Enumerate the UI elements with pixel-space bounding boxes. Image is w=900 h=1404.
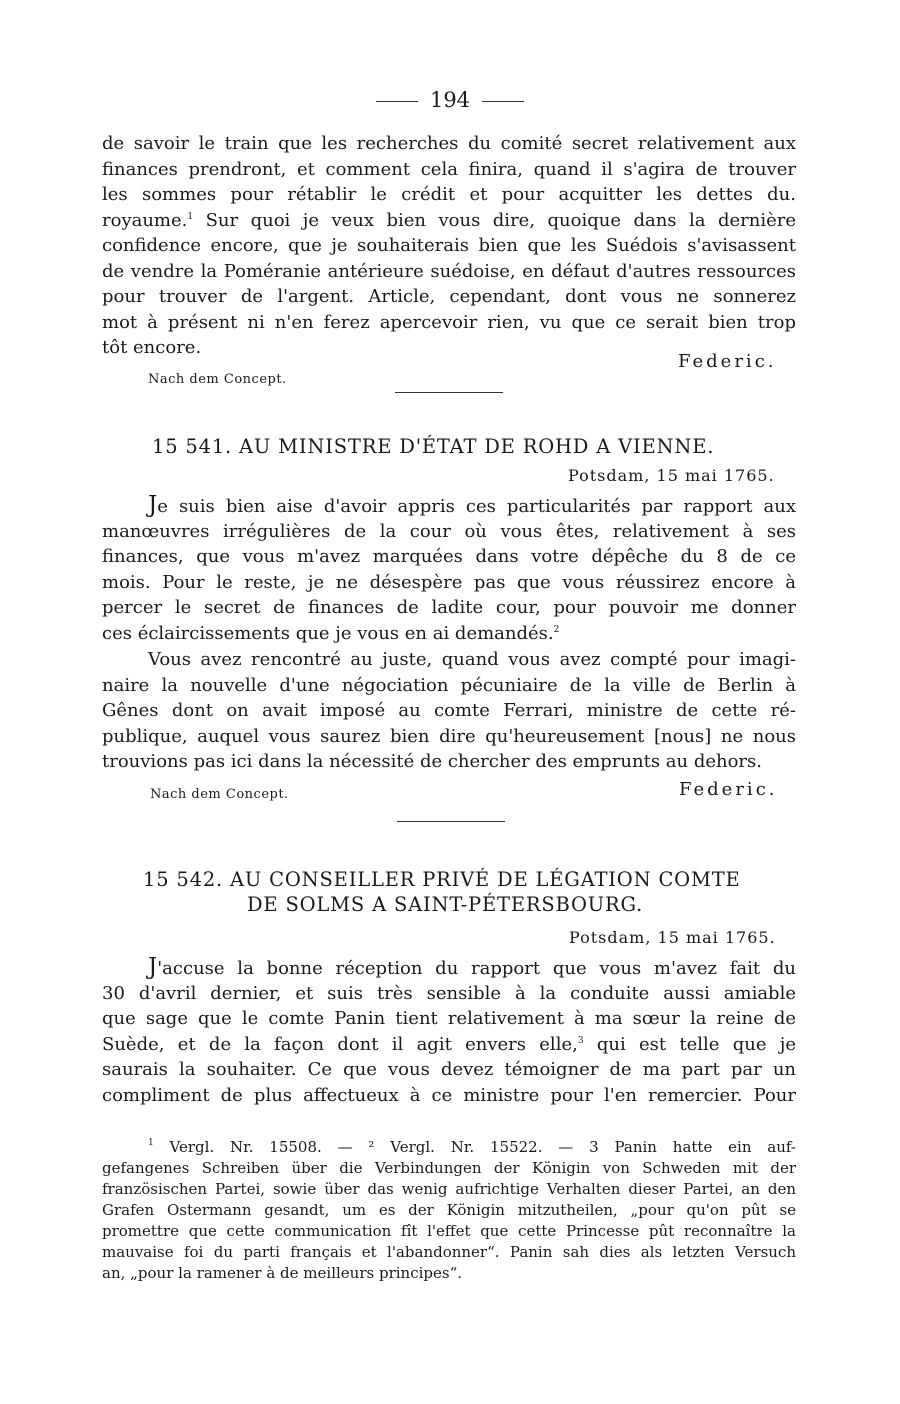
section-divider (395, 392, 503, 393)
footnote-line: Grafen Ostermann gesandt, um es der Königin mitzutheilen, „pour qu'on pût se (102, 1201, 796, 1219)
text-line: tôt encore. (102, 337, 202, 358)
place-date: Potsdam, 15 mai 1765. (569, 928, 776, 947)
text-line: naire la nouvelle d'une négociation pécuniaire de la ville de Berlin à (102, 674, 796, 696)
text-line: manœuvres irrégulières de la cour où vous êtes, relativement à ses (102, 520, 796, 542)
letter-heading-15541: 15 541. AU MINISTRE D'ÉTAT DE ROHD A VIENNE. (152, 435, 715, 458)
section-divider (397, 821, 505, 822)
footnote-ref: 2 (553, 624, 560, 635)
text-line: mot à présent ni n'en ferez apercevoir rien, vu que ce serait bien trop (102, 311, 796, 333)
letter-heading-15542-line-1: 15 542. AU CONSEILLER PRIVÉ DE LÉGATION COMTE (143, 868, 741, 891)
footnote-line: französischen Partei, sowie über das wenig aufrichtige Verhalten dieser Partei, an den (102, 1180, 796, 1198)
footnote-line: promettre que cette communication fît l'effet que cette Princesse pût reconnaître la (102, 1222, 796, 1240)
page-number-dash-left (376, 101, 418, 102)
signature: Federic. (678, 351, 777, 372)
text-line: trouvions pas ici dans la nécessité de chercher des emprunts au dehors. (102, 751, 762, 772)
text-line: confidence encore, que je souhaiterais bien que les Suédois s'avisassent (102, 235, 796, 256)
footnote-line (102, 1137, 796, 1158)
footnote-line: an, „pour la ramener à de meilleurs principes“. (102, 1264, 463, 1282)
text-line (102, 493, 796, 519)
text-line: de savoir le train que les recherches du comité secret relativement aux (102, 133, 796, 154)
text-line (102, 1032, 796, 1058)
line-text: qui est telle que je (583, 1033, 796, 1055)
letter-heading-15542-line-2: DE SOLMS A SAINT-PÉTERSBOURG. (247, 893, 644, 916)
initial-letter: J (148, 493, 158, 518)
source-note: Nach dem Concept. (148, 372, 287, 387)
line-text: royaume. (102, 209, 188, 231)
text-line: compliment de plus affectueux à ce ministre pour l'en remercier. Pour (102, 1084, 796, 1106)
footnote-ref: 1 (148, 1138, 154, 1148)
text-line (102, 208, 796, 234)
signature: Federic. (679, 779, 778, 800)
page-number: 194 (0, 88, 900, 112)
footnote-line: mauvaise foi du parti français et l'abandonner“. Panin sah dies als letzten Versuch (102, 1243, 796, 1261)
line-text: ces éclaircissements que je vous en ai demandés. (102, 622, 554, 644)
text-line: 30 d'avril dernier, et suis très sensible à la conduite aussi amiable (102, 982, 796, 1004)
top-paragraph (102, 131, 796, 361)
text-line: Vous avez rencontré au juste, quand vous avez compté pour imagi- (148, 649, 796, 670)
line-text: Vergl. Nr. 15508. — ² Vergl. Nr. 15522. — 3 Panin hatte ein auf- (153, 1138, 796, 1156)
letter-15541-paragraph-2 (102, 647, 796, 775)
text-line: mois. Pour le reste, je ne désespère pas que vous réussirez encore à (102, 571, 796, 593)
place-date: Potsdam, 15 mai 1765. (568, 466, 775, 485)
line-text: e suis bien aise d'avoir appris ces particularités par rapport aux (157, 496, 796, 517)
footnotes (102, 1137, 796, 1284)
line-text: 'accuse la bonne réception du rapport que vous m'avez fait du (157, 958, 796, 979)
footnote-line: gefangenes Schreiben über die Verbindungen der Königin von Schweden mit der (102, 1159, 796, 1177)
text-line: pour trouver de l'argent. Article, cependant, dont vous ne sonnerez (102, 286, 796, 307)
text-line: de vendre la Poméranie antérieure suédoise, en défaut d'autres ressources (102, 260, 796, 282)
letter-15541-paragraph-1 (102, 493, 796, 646)
text-line: percer le secret de finances de ladite cour, pour pouvoir me donner (102, 597, 796, 618)
footnote-ref: 1 (187, 211, 194, 222)
line-text: Sur quoi je veux bien vous dire, quoique dans la dernière (193, 209, 796, 231)
text-line: Gênes dont on avait imposé au comte Ferrari, ministre de cette ré- (102, 700, 796, 721)
text-line (102, 621, 796, 647)
page-number-dash-right (482, 101, 524, 102)
text-line: finances prendront, et comment cela finira, quand il s'agira de trouver (102, 158, 796, 180)
footnote-ref: 3 (577, 1035, 584, 1046)
text-line: finances, que vous m'avez marquées dans votre dépêche du 8 de ce (102, 546, 796, 567)
text-line: publique, auquel vous saurez bien dire qu'heureusement [nous] ne nous (102, 725, 796, 747)
text-line (102, 955, 796, 981)
source-note: Nach dem Concept. (150, 787, 289, 802)
text-line: que sage que le comte Panin tient relativement à ma sœur la reine de (102, 1008, 796, 1029)
line-text: Suède, et de la façon dont il agit envers elle, (102, 1033, 578, 1055)
text-line: les sommes pour rétablir le crédit et pour acquitter les dettes du. (102, 184, 796, 205)
text-line: saurais la souhaiter. Ce que vous devez témoigner de ma part par un (102, 1059, 796, 1080)
letter-15542-paragraph-1 (102, 955, 796, 1108)
initial-letter: J (148, 955, 158, 980)
